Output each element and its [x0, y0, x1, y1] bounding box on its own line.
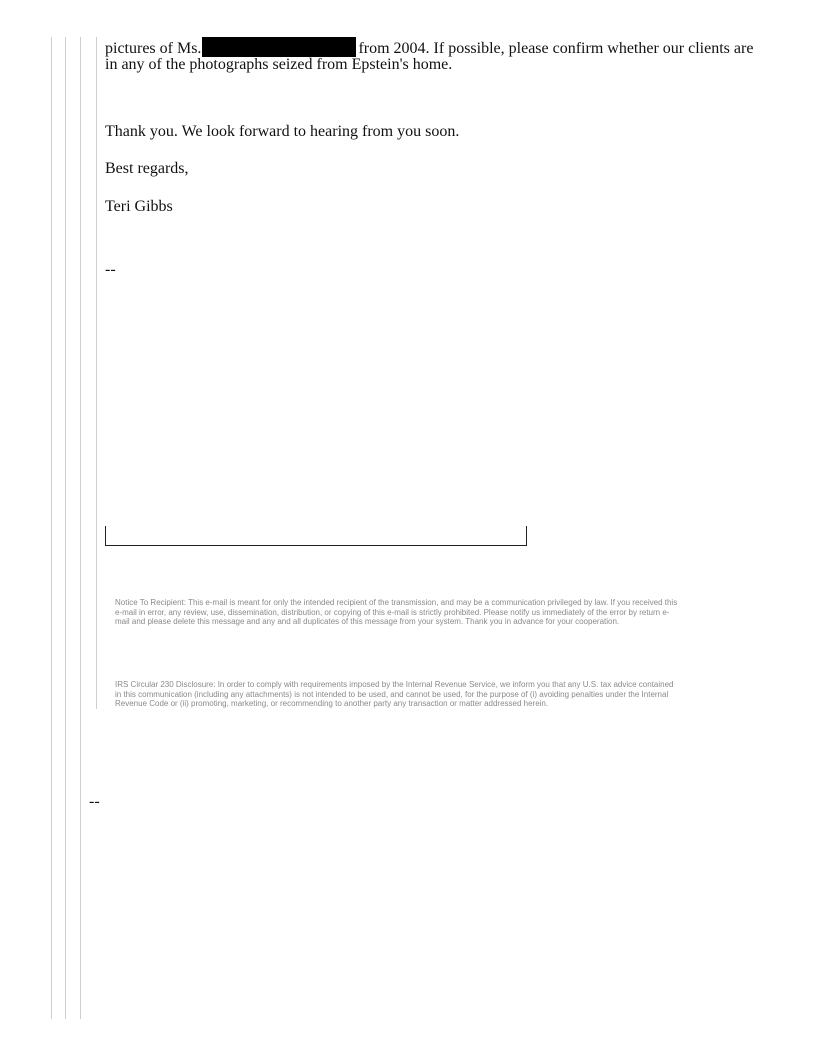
- signature-table-frame: [105, 526, 527, 546]
- quote-bar-level-3: [80, 37, 81, 1019]
- closing-thanks: Thank you. We look forward to hearing from you soon.: [105, 123, 460, 140]
- notice-line: e-mail in error, any review, use, dissemination, distribution, or copying of this e-mail is strictly prohibited. Please notify us immediately of the error by return e-: [115, 607, 670, 617]
- outer-signature-separator: --: [89, 793, 100, 810]
- signer-name: Teri Gibbs: [105, 198, 173, 215]
- irs-line: in this communication (including any attachments) is not intended to be used, and cannot be used, for the purpose of (i) avoiding penalties under the Internal: [115, 689, 669, 699]
- body-line-1: [105, 37, 753, 58]
- irs-line: IRS Circular 230 Disclosure: In order to comply with requirements imposed by the Internal Revenue Service, we inform you that any U.S. tax advice contained: [115, 680, 674, 689]
- signature-separator: --: [105, 261, 116, 278]
- irs-line: Revenue Code or (ii) promoting, marketing, or recommending to another party any transaction or matter addressed herein.: [115, 699, 549, 708]
- redaction-block: [202, 37, 356, 57]
- body-line-2: in any of the photographs seized from Epstein's home.: [105, 56, 453, 73]
- notice-line: mail and please delete this message and any and all duplicates of this message from your system. Thank you in advance for your cooperation.: [115, 617, 620, 626]
- quote-bar-level-2: [65, 37, 66, 1019]
- body-line-1-start: pictures of Ms.: [105, 40, 202, 57]
- irs-disclosure: [115, 680, 775, 709]
- closing-regards: Best regards,: [105, 160, 189, 177]
- notice-line: Notice To Recipient: This e-mail is meant for only the intended recipient of the transmission, and may be a communication privileged by law. If you received this: [115, 598, 678, 607]
- quote-bar-level-1: [51, 37, 52, 1019]
- body-line-1-end: from 2004. If possible, please confirm whether our clients are: [358, 40, 754, 57]
- notice-to-recipient: [115, 598, 775, 627]
- quote-bar-level-4: [96, 37, 97, 709]
